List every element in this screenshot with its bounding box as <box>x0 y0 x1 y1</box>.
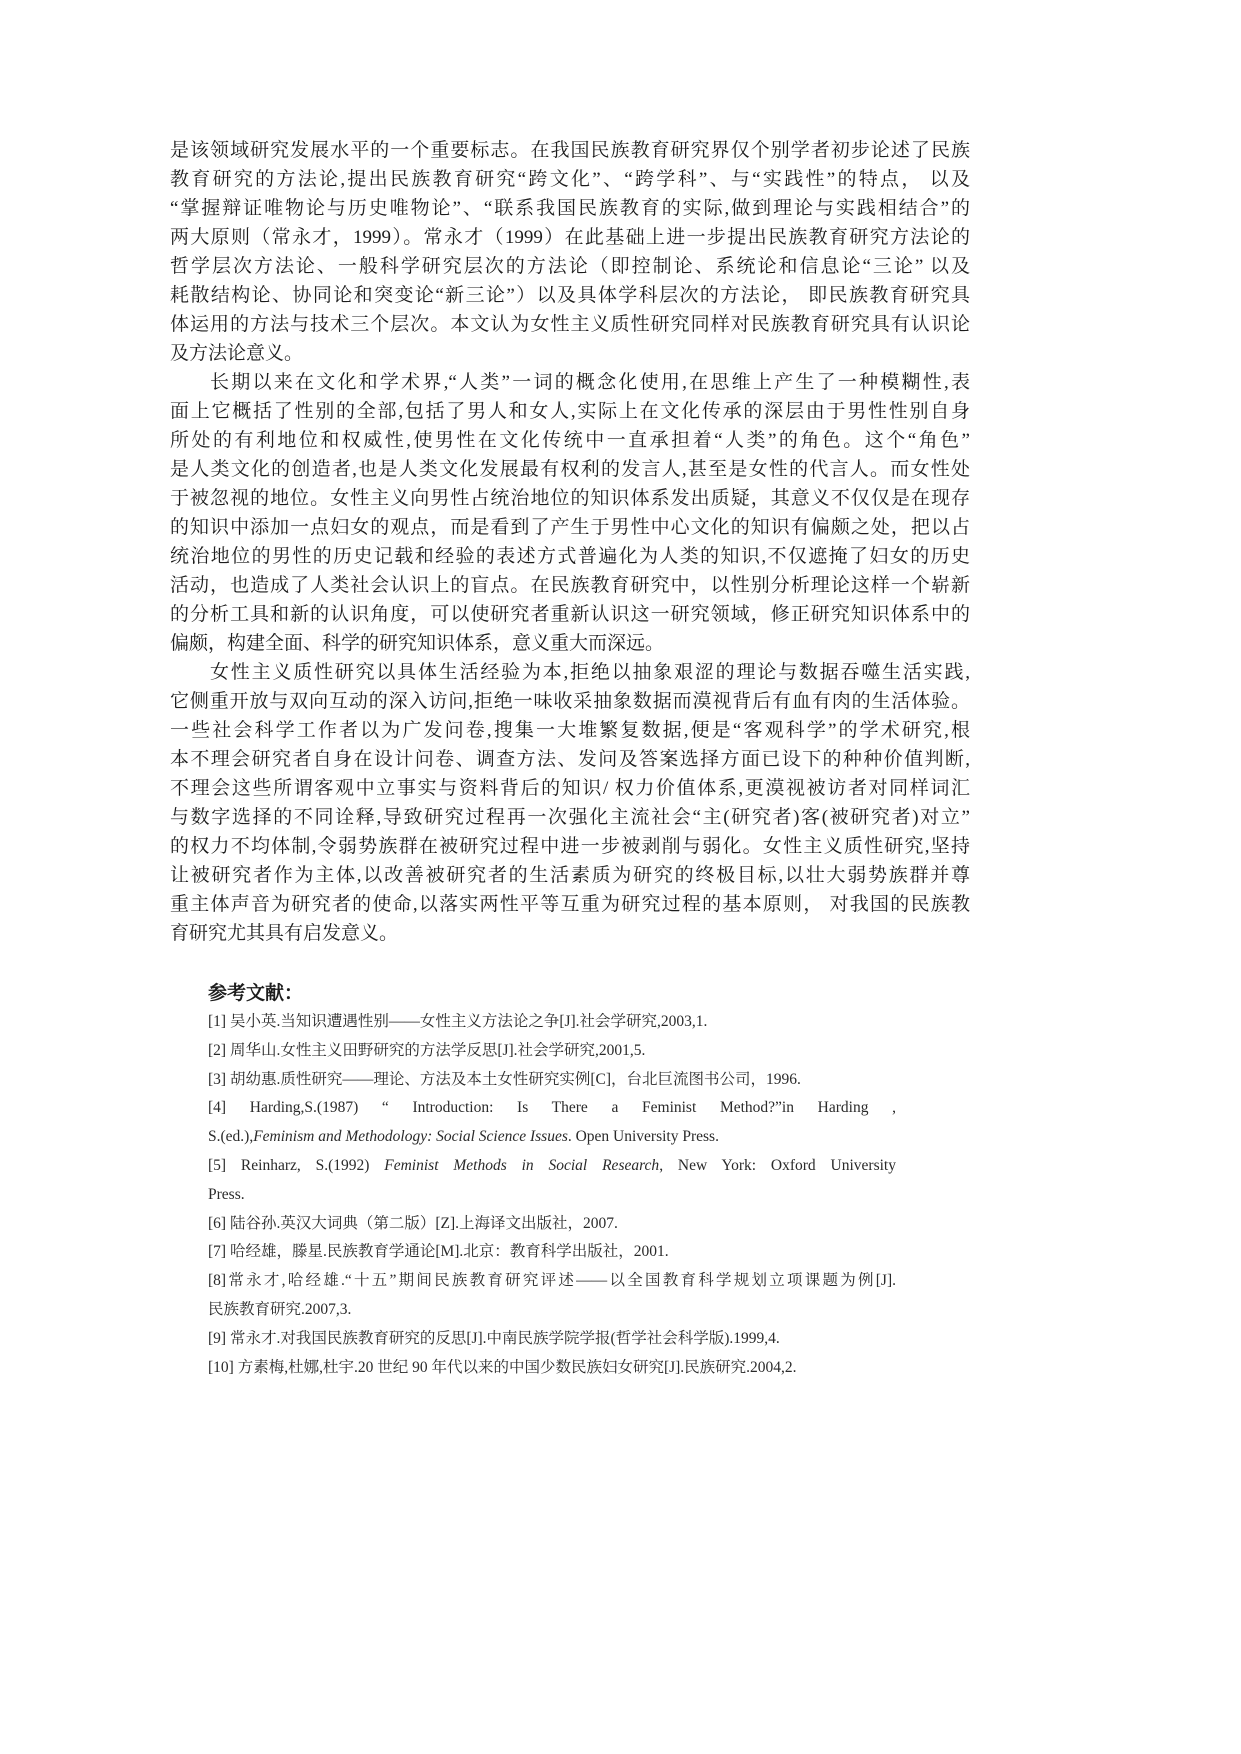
references-list <box>208 1008 896 1382</box>
body-line: 耗散结构论、协同论和突变论“新三论”）以及具体学科层次的方法论， 即民族教育研究具 <box>170 285 970 306</box>
reference-line <box>208 1123 896 1152</box>
reference-item <box>208 1325 896 1354</box>
reference-item <box>208 1354 896 1383</box>
reference-text: [5] Reinharz, S.(1992) <box>208 1156 385 1174</box>
body-line: 活动，也造成了人类社会认识上的盲点。在民族教育研究中，以性别分析理论这样一个崭新 <box>170 575 970 596</box>
body-line: 的知识中添加一点妇女的观点，而是看到了产生于男性中心文化的知识有偏颇之处，把以占 <box>170 517 970 538</box>
body-line: 育研究尤其具有启发意义。 <box>170 923 399 944</box>
reference-title-italic: Feminism and Methodology: Social Science Issues <box>253 1128 568 1146</box>
body-line: 两大原则（常永才，1999）。常永才（1999）在此基础上进一步提出民族教育研究方法论的 <box>170 227 970 248</box>
reference-line: [10] 方素梅,杜娜,杜宇.20 世纪 90 年代以来的中国少数民族妇女研究[J].民族研究.2004,2. <box>208 1358 797 1376</box>
reference-item <box>208 1238 896 1267</box>
body-paragraph <box>170 136 970 368</box>
reference-line: 民族教育研究.2007,3. <box>208 1300 352 1318</box>
body-line: 面上它概括了性别的全部,包括了男人和女人,实际上在文化传承的深层由于男性性别自身 <box>170 401 970 422</box>
reference-line <box>208 1152 896 1181</box>
body-line: 体运用的方法与技术三个层次。本文认为女性主义质性研究同样对民族教育研究具有认识论 <box>170 314 970 335</box>
reference-line: Press. <box>208 1185 245 1203</box>
body-line: 与数字选择的不同诠释,导致研究过程再一次强化主流社会“主(研究者)客(被研究者)对立” <box>170 807 970 828</box>
body-line: 统治地位的男性的历史记载和经验的表述方式普遍化为人类的知识,不仅遮掩了妇女的历史 <box>170 546 970 567</box>
reference-line: [3] 胡幼惠.质性研究——理论、方法及本土女性研究实例[C]，台北巨流图书公司，1996. <box>208 1070 801 1088</box>
body-line: 及方法论意义。 <box>170 343 304 364</box>
body-paragraph <box>170 368 970 658</box>
references-heading: 参考文献： <box>208 983 304 1004</box>
reference-line: [4] Harding,S.(1987) “ Introduction: Is There a Feminist Method?”in Harding , <box>208 1099 896 1117</box>
reference-line: [7] 哈经雄，滕星.民族教育学通论[M].北京：教育科学出版社，2001. <box>208 1243 669 1261</box>
body-line: 哲学层次方法论、一般科学研究层次的方法论（即控制论、系统论和信息论“三论” 以及 <box>170 256 970 277</box>
reference-item <box>208 1008 896 1037</box>
reference-text: . Open University Press. <box>567 1128 719 1146</box>
body-line: 的权力不均体制,令弱势族群在被研究过程中进一步被剥削与弱化。女性主义质性研究,坚持 <box>170 836 970 857</box>
body-line: 不理会这些所谓客观中立事实与资料背后的知识/ 权力价值体系,更漠视被访者对同样词汇 <box>170 778 970 799</box>
body-line: 长期以来在文化和学术界,“人类”一词的概念化使用,在思维上产生了一种模糊性,表 <box>210 372 970 393</box>
body-line: 女性主义质性研究以具体生活经验为本,拒绝以抽象艰涩的理论与数据吞噬生活实践, <box>210 662 970 683</box>
body-line: 于被忽视的地位。女性主义向男性占统治地位的知识体系发出质疑，其意义不仅仅是在现存 <box>170 488 970 509</box>
reference-item <box>208 1066 896 1095</box>
body-line: “掌握辩证唯物论与历史唯物论”、“联系我国民族教育的实际,做到理论与实践相结合”的 <box>170 198 970 219</box>
reference-text: S.(ed.), <box>208 1128 254 1146</box>
body-line: 重主体声音为研究者的使命,以落实两性平等互重为研究过程的基本原则， 对我国的民族教 <box>170 894 970 915</box>
reference-line: [8]常永才,哈经雄.“十五”期间民族教育研究评述——以全国教育科学规划立项课题为例[J]. <box>208 1272 896 1290</box>
body-line: 一些社会科学工作者以为广发问卷,搜集一大堆繁复数据,便是“客观科学”的学术研究,根 <box>170 720 970 741</box>
reference-line: [2] 周华山.女性主义田野研究的方法学反思[J].社会学研究,2001,5. <box>208 1041 646 1059</box>
body-line: 是人类文化的创造者,也是人类文化发展最有权利的发言人,甚至是女性的代言人。而女性处 <box>170 459 970 480</box>
reference-item <box>208 1267 896 1325</box>
body-line: 本不理会研究者自身在设计问卷、调查方法、发问及答案选择方面已设下的种种价值判断, <box>170 749 970 770</box>
body-text <box>170 136 970 948</box>
reference-text: , New York: Oxford University <box>659 1156 896 1174</box>
body-line: 教育研究的方法论,提出民族教育研究“跨文化”、“跨学科”、与“实践性”的特点， 以及 <box>170 169 970 190</box>
reference-item <box>208 1037 896 1066</box>
reference-line: [6] 陆谷孙.英汉大词典（第二版）[Z].上海译文出版社，2007. <box>208 1214 618 1232</box>
reference-line: [9] 常永才.对我国民族教育研究的反思[J].中南民族学院学报(哲学社会科学版).1999,4. <box>208 1329 780 1347</box>
body-line: 是该领域研究发展水平的一个重要标志。在我国民族教育研究界仅个别学者初步论述了民族 <box>170 140 970 161</box>
reference-item <box>208 1210 896 1239</box>
body-line: 它侧重开放与双向互动的深入访问,拒绝一味收采抽象数据而漠视背后有血有肉的生活体验。 <box>170 691 970 712</box>
reference-line: [1] 吴小英.当知识遭遇性别——女性主义方法论之争[J].社会学研究,2003,1. <box>208 1013 708 1030</box>
body-line: 让被研究者作为主体,以改善被研究者的生活素质为研究的终极目标,以壮大弱势族群并尊 <box>170 865 970 886</box>
reference-item <box>208 1152 896 1210</box>
reference-title-italic: Feminist Methods in Social Research <box>384 1156 660 1174</box>
reference-item <box>208 1094 896 1152</box>
body-line: 的分析工具和新的认识角度，可以使研究者重新认识这一研究领域，修正研究知识体系中的 <box>170 604 970 625</box>
body-line: 所处的有利地位和权威性,使男性在文化传统中一直承担着“人类”的角色。这个“角色” <box>170 430 970 451</box>
body-line: 偏颇，构建全面、科学的研究知识体系，意义重大而深远。 <box>170 633 665 654</box>
body-paragraph <box>170 658 970 948</box>
